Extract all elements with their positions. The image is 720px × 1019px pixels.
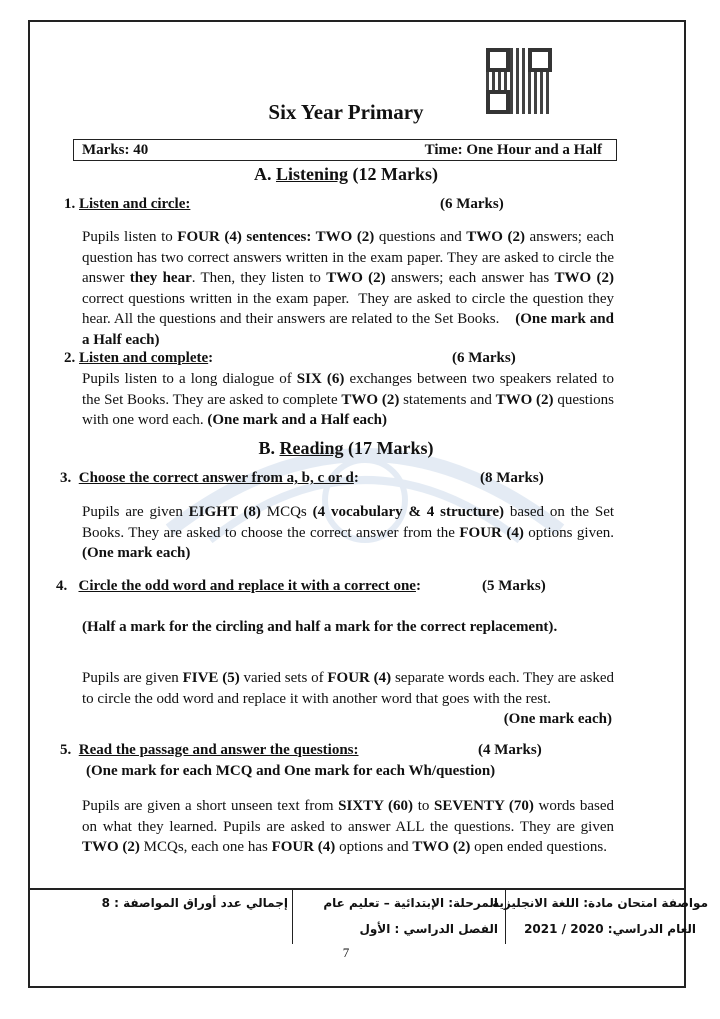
marks-time-box <box>73 139 617 161</box>
section-a-heading: A. Listening (12 Marks) <box>253 164 438 184</box>
question-4-each: (One mark each) <box>503 711 612 727</box>
footer-separator-1 <box>292 890 293 944</box>
footer-subject: مواصفة امتحان مادة: اللغة الانجليزية <box>492 896 708 910</box>
question-1-heading: 1. Listen and circle: (6 Marks) <box>64 196 504 212</box>
question-3-heading: 3. Choose the correct answer from a, b, c or d: (8 Marks) <box>60 470 544 486</box>
section-b-heading: B. Reading (17 Marks) <box>258 438 434 458</box>
question-2-description: Pupils listen to a long dialogue of SIX (6) exchanges between two speakers related to the Set Books. They are asked to complete TWO (2) statements and TWO (2) questions with one word each. (One mark and a Half each) <box>82 371 614 428</box>
footer-divider <box>28 888 686 890</box>
question-4-description: Pupils are given FIVE (5) varied sets of FOUR (4) separate words each. They are asked to circle the odd word and replace it with another word that goes with the rest. (One mark each) <box>82 668 614 709</box>
exam-time: Time: One Hour and a Half <box>424 142 602 158</box>
footer-stage: المرحلة: الإبتدائية – تعليم عام <box>323 896 498 910</box>
question-4-heading: 4. Circle the odd word and replace it with a correct one: (5 Marks) <box>56 578 546 594</box>
question-5-note: (One mark for each MCQ and One mark for each Wh/question) <box>86 763 496 779</box>
page-title: Six Year Primary <box>268 100 424 124</box>
question-1-description: Pupils listen to FOUR (4) sentences: TWO (2) questions and TWO (2) answers; each question has two correct answers written in the exam paper. They are asked to circle the answer they hear. Then, they listen to TWO (2) answers; each answer has TWO (2) correct questions written in the exam paper. They are asked to circle the question they hear. All the questions and their answers are related to the Set Books. (One mark and a Half each) <box>82 229 614 348</box>
question-3-description: Pupils are given EIGHT (8) MCQs (4 vocabulary & 4 structure) based on the Set Books. They are asked to choose the correct answer from the FOUR (4) options given. (One mark each) <box>82 504 615 561</box>
total-marks: Marks: 40 <box>82 142 149 158</box>
section-b-name: Reading <box>279 438 344 458</box>
page-number: 7 <box>342 945 350 960</box>
question-4-note: (Half a mark for the circling and half a mark for the correct replacement). <box>82 619 558 635</box>
footer-total-pages: إجمالي عدد أوراق المواصفة : 8 <box>101 896 288 910</box>
footer-term: الفصل الدراسي : الأول <box>359 922 498 936</box>
section-a-name: Listening <box>275 164 349 184</box>
question-2-heading: 2. Listen and complete: (6 Marks) <box>64 350 516 366</box>
question-5-description: Pupils are given a short unseen text from SIXTY (60) to SEVENTY (70) words based on what they learned. Pupils are asked to answer ALL the questions. They are given TWO (2) MCQs, each one has FOUR (4) options and TWO (2) open ended questions. <box>82 798 614 855</box>
question-5-heading: 5. Read the passage and answer the questions: (4 Marks) <box>60 742 542 758</box>
footer-year: العام الدراسي: 2020 / 2021 <box>524 922 696 936</box>
